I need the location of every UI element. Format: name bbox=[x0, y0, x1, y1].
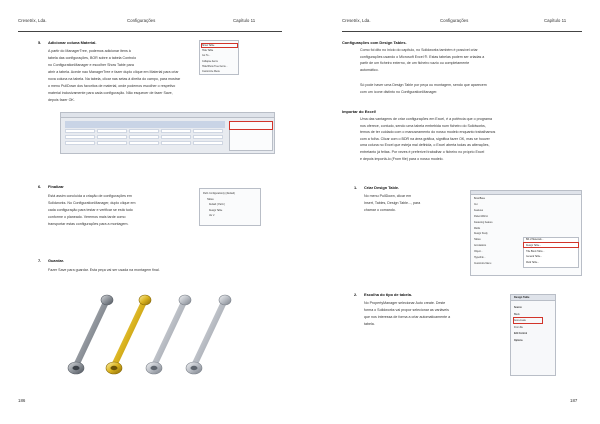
menu-item: Fastening Feature bbox=[474, 221, 493, 224]
section1-line: automático. bbox=[360, 67, 379, 72]
menu-bar bbox=[471, 191, 581, 195]
tree-item: Tables bbox=[207, 198, 214, 201]
section2-line: entretanto já feitas. Por vezes é preferível trabalhar o ficheiro no próprio Excel bbox=[360, 149, 485, 154]
menu-item: Hide/Show Tree Items... bbox=[202, 64, 228, 68]
step6-line: conforme o planeado. Veremos mais tarde como bbox=[48, 215, 126, 220]
pm-option: Source bbox=[514, 307, 522, 309]
submenu-item: Weld Table... bbox=[526, 262, 540, 265]
table-cell bbox=[129, 135, 159, 139]
menu-item: Design Study bbox=[474, 233, 488, 236]
header-section: Configurações bbox=[127, 18, 156, 23]
menu-item: Molds bbox=[474, 227, 481, 230]
step1-body bbox=[364, 193, 464, 214]
step5-line: abrir a tabela. Acede nao ManagerTree e fazer duplo clique em Material para criar bbox=[48, 70, 179, 74]
design-table-screenshot bbox=[60, 112, 275, 154]
auto-create-highlight bbox=[513, 317, 543, 324]
part-light bbox=[186, 295, 231, 374]
table-cell bbox=[161, 129, 191, 133]
table-cell bbox=[97, 135, 127, 139]
menu-item: Go To... bbox=[202, 54, 211, 58]
step2-number: 2. bbox=[354, 292, 358, 297]
section1-line: com um ícone distinto no ConfigurationManager. bbox=[360, 89, 438, 94]
step5-line: depois fazer OK. bbox=[48, 98, 75, 103]
part-gold bbox=[106, 295, 151, 374]
step5-body-wide bbox=[48, 69, 284, 104]
step1-title: Criar Design Table. bbox=[364, 185, 400, 190]
pm-title: Design Table bbox=[514, 296, 530, 299]
section2-line: com a folha. Clicar com o BDR na área gráfica, significa fazer OK, mas se houver bbox=[360, 136, 490, 141]
insert-menu-list bbox=[474, 197, 520, 268]
section1-title: Configurações com Design Tables. bbox=[342, 40, 407, 45]
step5-line: no ConfigurationManager e escolher Show Table para bbox=[48, 63, 134, 68]
context-menu-screenshot bbox=[199, 40, 239, 75]
table-cell bbox=[129, 141, 159, 145]
section1-line: partir de um ficheiro externo, de um ficheiro vazio ou completamente bbox=[360, 61, 470, 66]
insert-menu-screenshot bbox=[470, 190, 582, 276]
header-company: Cresetrix, Lda. bbox=[18, 18, 47, 23]
header-company: Cresetrix, Lda. bbox=[342, 18, 371, 23]
part-dark-steel bbox=[68, 295, 113, 374]
part-silver bbox=[146, 295, 191, 374]
pm-option: Edit Control bbox=[514, 333, 528, 336]
menu-item: Collapse Items bbox=[202, 59, 218, 63]
header-rule bbox=[342, 31, 582, 32]
menu-item: Features bbox=[474, 209, 484, 212]
table-cell bbox=[65, 141, 95, 145]
menu-item: Hide Table bbox=[202, 49, 214, 53]
pm-option-list bbox=[514, 305, 556, 345]
step5-line: nova coluna na tabela. Na tabela, clicar nas setas à direita do campo, para mostrar bbox=[48, 77, 181, 82]
step2-line: que nos interessa de forma a criar automaticamente a bbox=[364, 315, 451, 320]
menu-item: Tables bbox=[474, 239, 481, 242]
section2-line: uma coluna no Excel que esteja mal definida, o Excel aberta todas as alterações, bbox=[360, 143, 490, 148]
material-highlight bbox=[229, 121, 273, 130]
tree-item: Default [ Part1 ] bbox=[209, 204, 225, 206]
table-cell bbox=[193, 135, 223, 139]
step5-number: 5. bbox=[38, 40, 42, 45]
table-cell bbox=[161, 141, 191, 145]
section2-line: temos de ter cuidado com o manuseamento do nosso modelo enquanto trabalhamos bbox=[360, 130, 496, 135]
step5-line: o menu PullDown dos favoritos de material, onde podemos escolher o respetivo bbox=[48, 84, 176, 89]
section2-line: nos oferece, contudo, sendo uma tabela embebida num ficheiro do Solidworks, bbox=[360, 123, 486, 128]
table-cell bbox=[161, 135, 191, 139]
section2-body bbox=[360, 116, 586, 162]
menu-item: Pattern/Mirror bbox=[474, 215, 489, 218]
submenu-item: Design Table... bbox=[526, 244, 542, 247]
table-cell bbox=[65, 135, 95, 139]
table-cell bbox=[97, 129, 127, 133]
section2-line: Uma das vantagens de criar configurações em Excel, é a potência que o programa bbox=[360, 117, 493, 121]
design-table-highlight bbox=[523, 242, 579, 248]
step6-line: Solidworks. No ConfigurationManager, duplo clique em bbox=[48, 201, 136, 206]
table-cell bbox=[97, 141, 127, 145]
table-cell bbox=[129, 129, 159, 133]
pm-option: Options bbox=[514, 339, 523, 342]
submenu-item: Title Block Table... bbox=[526, 250, 545, 253]
header-chapter: Capítulo 11 bbox=[544, 18, 567, 23]
section1-line: configurações usando o Microsoft Excel ®. Estas tabelas podem ser criadas a bbox=[360, 54, 485, 59]
step1-line: chamar o comando. bbox=[364, 208, 396, 213]
submenu-item: Bill of Materials... bbox=[526, 239, 544, 241]
table-cell bbox=[65, 129, 95, 133]
submenu-item: General Table... bbox=[526, 256, 543, 259]
menu-item: Cut bbox=[474, 203, 478, 206]
menu-item: Customize Menu bbox=[202, 70, 220, 74]
step7-line: Fazer Save para guardar. Esta peça vai ser usada na montagem final. bbox=[48, 268, 160, 272]
step6-number: 6. bbox=[38, 184, 42, 189]
step6-body bbox=[48, 193, 193, 228]
pm-option: From file bbox=[514, 326, 523, 329]
header-rule bbox=[18, 31, 282, 32]
header-chapter: Capítulo 11 bbox=[233, 18, 256, 23]
section1-line: Como foi dito no início do capítulo, no Solidworks também é possível criar bbox=[360, 48, 478, 52]
tree-item: Ver 2 bbox=[209, 215, 215, 217]
step6-line: cada configuração para testar e verificar se está tudo bbox=[48, 208, 133, 213]
table-cell bbox=[193, 129, 223, 133]
menu-highlight bbox=[201, 43, 238, 48]
step5-line: A partir do ManagerTree, podemos adicionar itens à bbox=[48, 49, 131, 53]
page-number-left: 186 bbox=[18, 398, 26, 403]
step7-number: 7. bbox=[38, 258, 42, 263]
step5-body-narrow bbox=[48, 48, 193, 69]
rendered-parts-illustration bbox=[66, 290, 234, 382]
step1-line: No menu PullDown, clicar em bbox=[364, 194, 412, 198]
menu-item: Show Table bbox=[202, 44, 215, 47]
tree-item: Design Table bbox=[209, 209, 223, 212]
step2-line: No PropertyManager selecionar Auto create. Deste bbox=[364, 301, 446, 305]
step5-line: tabela das configurações, BOR sobre a tabela Controlo bbox=[48, 56, 137, 61]
step2-body bbox=[364, 300, 494, 328]
step6-line: Está assim concluída a criação de configurações em bbox=[48, 194, 132, 198]
tree-item: Part1 Configuration(s) (Default) bbox=[203, 193, 235, 195]
step6-title: Finalizar bbox=[48, 184, 64, 189]
step5-title: Adicionar coluna Material. bbox=[48, 40, 97, 45]
section1-line: Só pode haver uma Design Table por peça ou montagem, sendo que aparecem bbox=[360, 83, 487, 87]
section2-title: Importar do Excel! bbox=[342, 109, 377, 114]
menu-item: Object... bbox=[474, 251, 483, 254]
step7-title: Guardar. bbox=[48, 258, 65, 263]
pm-option: Auto-create bbox=[514, 320, 526, 323]
header-section: Configurações bbox=[440, 18, 469, 23]
page-number-right: 187 bbox=[570, 398, 578, 403]
menu-item: Boss/Base bbox=[474, 198, 485, 200]
section2-line: e depois importá-lo (From file) para o nosso modelo. bbox=[360, 156, 444, 161]
menu-item: Customize Menu bbox=[474, 262, 492, 265]
right-page bbox=[300, 0, 600, 424]
pm-option: Blank bbox=[514, 313, 520, 316]
menu-item: Annotations bbox=[474, 245, 487, 248]
section1-para2 bbox=[360, 82, 584, 95]
config-tree-screenshot bbox=[199, 188, 261, 226]
table-header bbox=[65, 121, 225, 128]
step6-line: transportar estas configurações para a montagem. bbox=[48, 222, 129, 227]
menu-item: Hyperlink... bbox=[474, 257, 486, 260]
step5-line: material inclusivamente para cada configuração. Não esquecer de fazer Save, bbox=[48, 91, 173, 96]
toolbar-strip bbox=[61, 113, 274, 118]
property-manager-screenshot bbox=[510, 294, 556, 376]
step1-line: Insert, Tables, Design Table..., para bbox=[364, 201, 421, 206]
step1-number: 1. bbox=[354, 185, 358, 190]
step2-title: Escolha do tipo de tabela. bbox=[364, 292, 412, 297]
step2-line: forma o Solidworks vai propor selecionar as variáveis bbox=[364, 308, 449, 313]
step2-line: tabela. bbox=[364, 322, 375, 327]
table-cell bbox=[193, 141, 223, 145]
section1-para1 bbox=[360, 47, 584, 73]
step7-body bbox=[48, 267, 284, 274]
